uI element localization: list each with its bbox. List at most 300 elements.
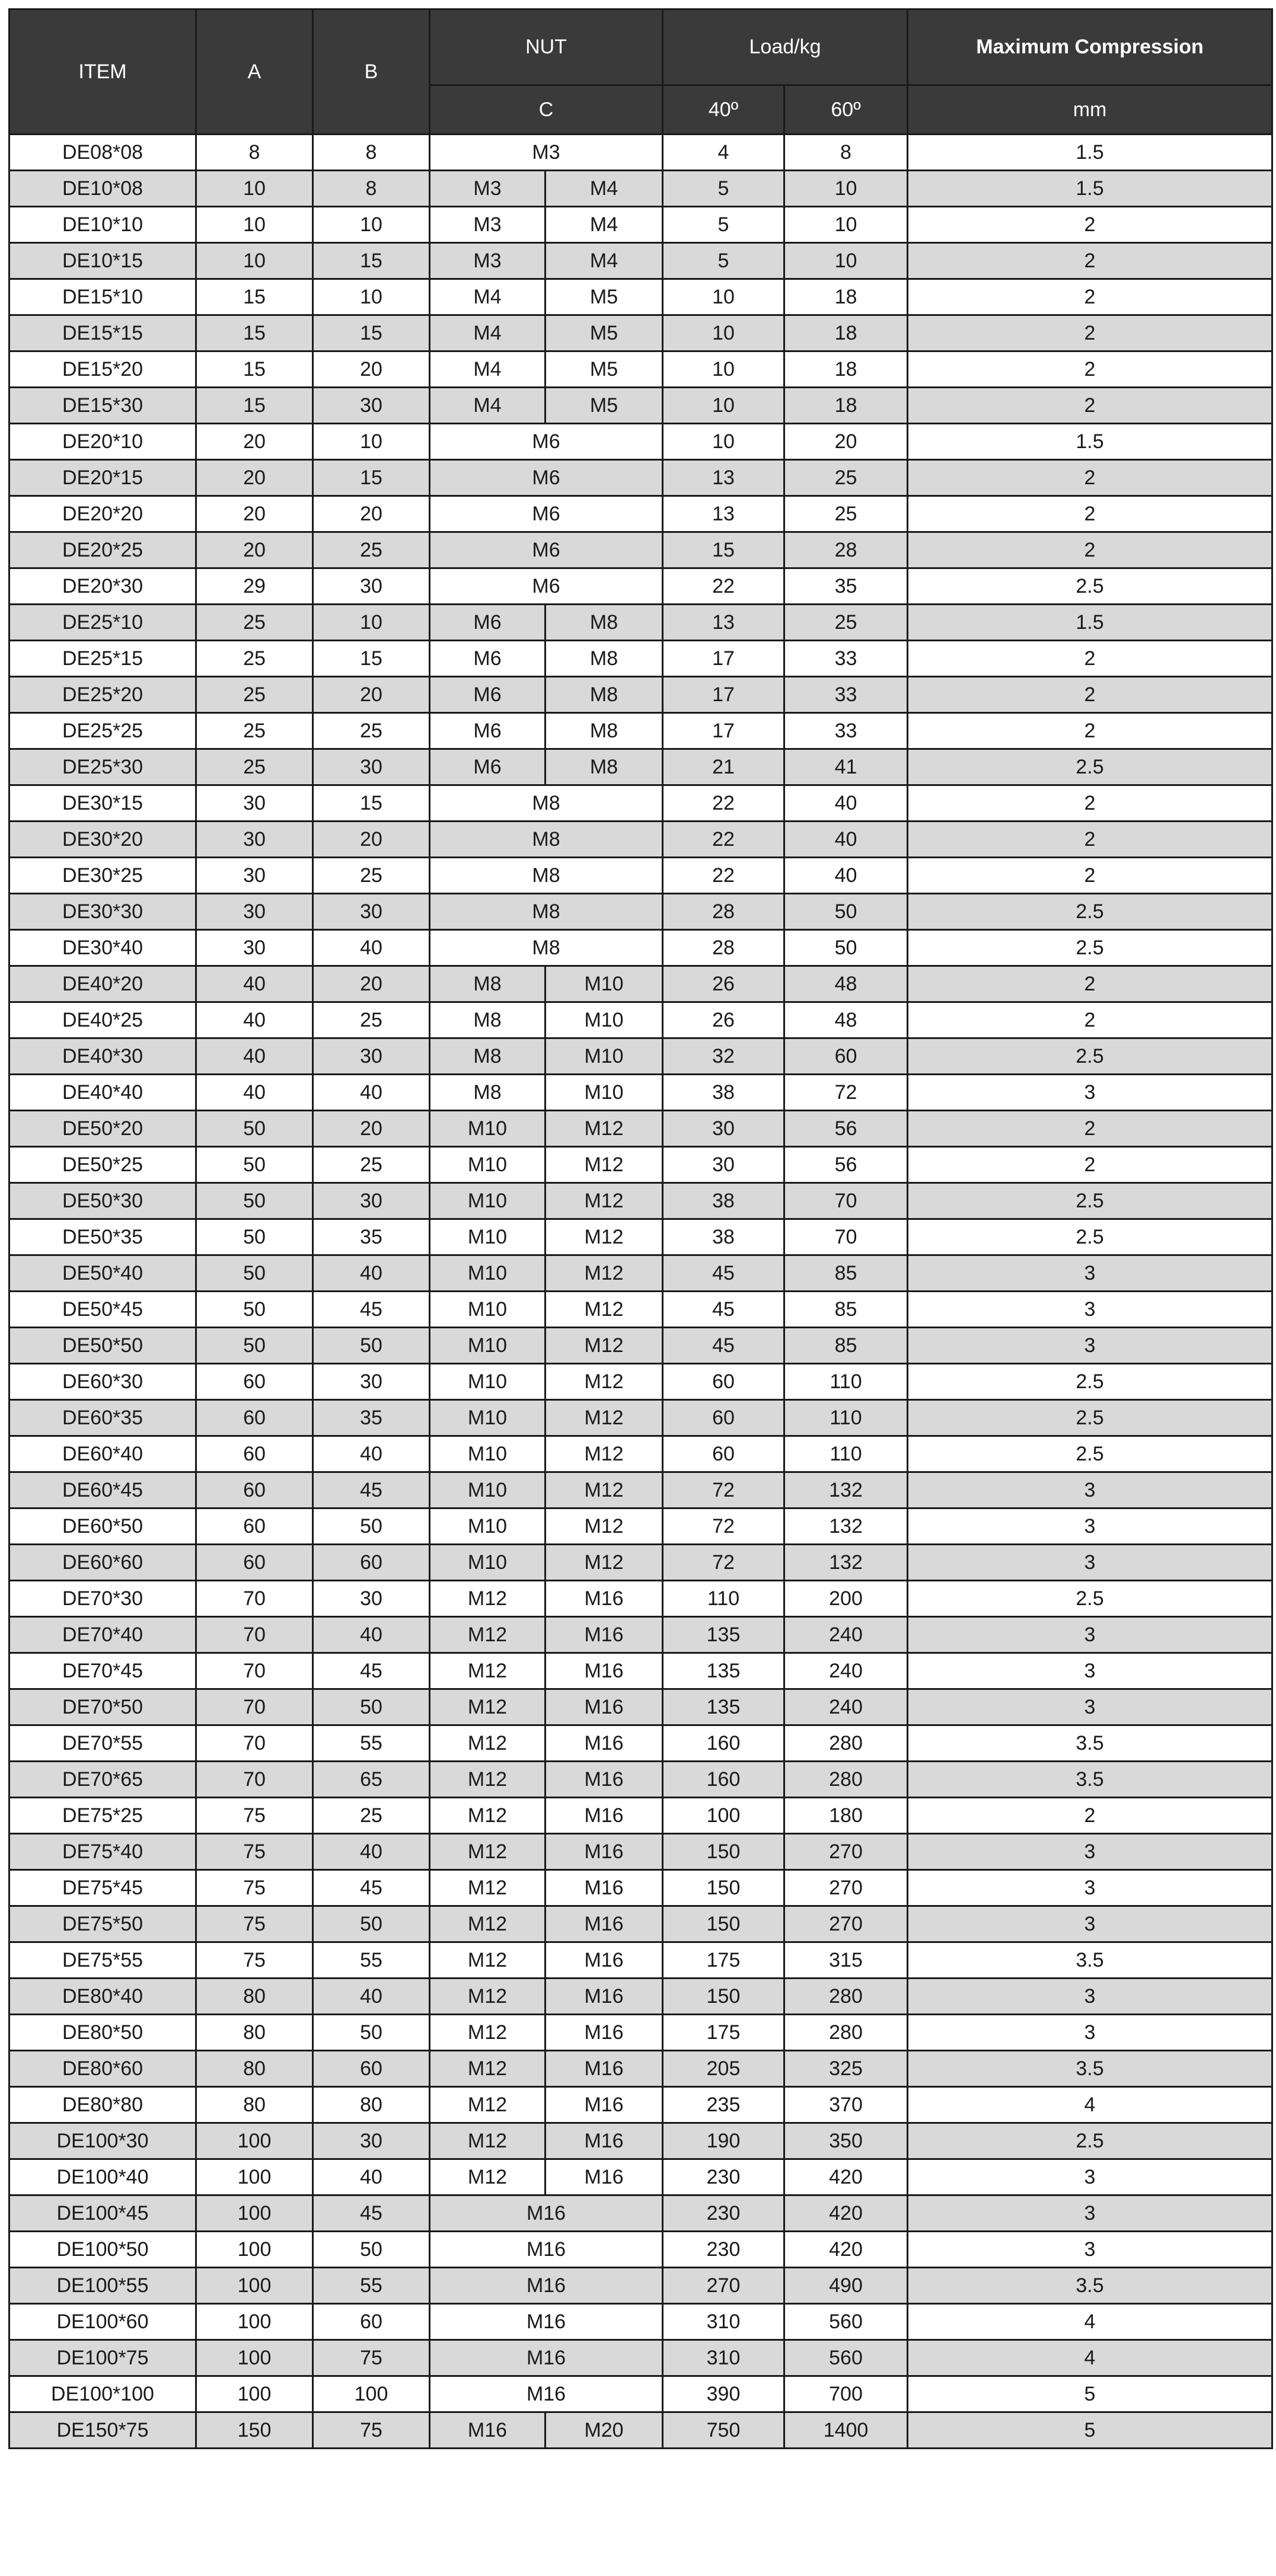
cell-load-40: 390 xyxy=(663,2376,784,2412)
cell-a: 100 xyxy=(196,2123,313,2159)
cell-nut-1: M10 xyxy=(430,1147,546,1183)
table-row xyxy=(9,1689,1272,1725)
table-row xyxy=(9,1979,1272,2015)
cell-a: 80 xyxy=(196,1979,313,2015)
cell-load-40: 10 xyxy=(663,424,784,460)
table-row xyxy=(9,2304,1272,2340)
cell-a: 25 xyxy=(196,749,313,785)
cell-nut-1: M12 xyxy=(430,1870,546,1906)
cell-max-compression: 3 xyxy=(908,1834,1272,1870)
cell-max-compression: 3 xyxy=(908,2159,1272,2195)
cell-item: DE60*35 xyxy=(9,1400,196,1436)
cell-a: 10 xyxy=(196,243,313,279)
cell-a: 50 xyxy=(196,1147,313,1183)
cell-a: 40 xyxy=(196,1002,313,1038)
cell-item: DE75*50 xyxy=(9,1906,196,1942)
cell-b: 30 xyxy=(313,568,430,605)
cell-a: 50 xyxy=(196,1219,313,1255)
cell-nut-2: M16 xyxy=(546,1762,663,1798)
cell-item: DE70*45 xyxy=(9,1653,196,1689)
table-row xyxy=(9,2015,1272,2051)
cell-max-compression: 1.5 xyxy=(908,605,1272,641)
cell-load-60: 270 xyxy=(784,1870,908,1906)
cell-max-compression: 3 xyxy=(908,1508,1272,1545)
cell-nut-1: M10 xyxy=(430,1436,546,1472)
cell-nut-1: M10 xyxy=(430,1400,546,1436)
cell-max-compression: 3 xyxy=(908,1328,1272,1364)
cell-nut-1: M12 xyxy=(430,1834,546,1870)
table-row xyxy=(9,1328,1272,1364)
cell-a: 60 xyxy=(196,1436,313,1472)
cell-b: 20 xyxy=(313,351,430,388)
cell-nut-2: M16 xyxy=(546,1581,663,1617)
cell-item: DE100*60 xyxy=(9,2304,196,2340)
cell-nut-1: M12 xyxy=(430,2159,546,2195)
cell-b: 30 xyxy=(313,388,430,424)
cell-b: 20 xyxy=(313,966,430,1002)
table-row xyxy=(9,388,1272,424)
cell-nut-2: M12 xyxy=(546,1255,663,1292)
cell-load-40: 100 xyxy=(663,1798,784,1834)
cell-max-compression: 2 xyxy=(908,1002,1272,1038)
cell-item: DE100*55 xyxy=(9,2268,196,2304)
cell-nut-1: M16 xyxy=(430,2195,663,2232)
cell-max-compression: 3 xyxy=(908,1906,1272,1942)
header-angle-60: 60º xyxy=(784,85,908,135)
cell-nut-1: M4 xyxy=(430,315,546,351)
cell-max-compression: 4 xyxy=(908,2304,1272,2340)
cell-a: 25 xyxy=(196,605,313,641)
table-row xyxy=(9,749,1272,785)
cell-load-60: 420 xyxy=(784,2195,908,2232)
cell-a: 70 xyxy=(196,1617,313,1653)
cell-item: DE30*30 xyxy=(9,894,196,930)
cell-b: 35 xyxy=(313,1219,430,1255)
cell-nut-1: M12 xyxy=(430,1979,546,2015)
cell-load-60: 33 xyxy=(784,677,908,713)
cell-load-60: 240 xyxy=(784,1653,908,1689)
cell-b: 40 xyxy=(313,1834,430,1870)
table-row xyxy=(9,1762,1272,1798)
cell-b: 45 xyxy=(313,2195,430,2232)
cell-item: DE70*50 xyxy=(9,1689,196,1725)
cell-a: 30 xyxy=(196,894,313,930)
cell-max-compression: 3 xyxy=(908,1689,1272,1725)
cell-item: DE60*60 xyxy=(9,1545,196,1581)
cell-nut-2: M4 xyxy=(546,243,663,279)
cell-a: 100 xyxy=(196,2195,313,2232)
table-row xyxy=(9,1508,1272,1545)
cell-max-compression: 2.5 xyxy=(908,1183,1272,1219)
cell-nut-2: M5 xyxy=(546,351,663,388)
cell-load-60: 56 xyxy=(784,1147,908,1183)
cell-nut-2: M16 xyxy=(546,2015,663,2051)
cell-item: DE25*25 xyxy=(9,713,196,749)
cell-load-60: 280 xyxy=(784,1725,908,1762)
cell-nut-1: M12 xyxy=(430,2015,546,2051)
cell-b: 10 xyxy=(313,605,430,641)
cell-max-compression: 4 xyxy=(908,2087,1272,2123)
cell-load-40: 235 xyxy=(663,2087,784,2123)
cell-max-compression: 5 xyxy=(908,2412,1272,2449)
cell-load-60: 270 xyxy=(784,1906,908,1942)
cell-load-40: 22 xyxy=(663,822,784,858)
cell-item: DE75*45 xyxy=(9,1870,196,1906)
table-row xyxy=(9,460,1272,496)
cell-nut-1: M3 xyxy=(430,171,546,207)
cell-load-40: 60 xyxy=(663,1400,784,1436)
table-row xyxy=(9,822,1272,858)
cell-a: 80 xyxy=(196,2051,313,2087)
cell-load-60: 72 xyxy=(784,1075,908,1111)
table-row xyxy=(9,1219,1272,1255)
cell-max-compression: 3.5 xyxy=(908,2268,1272,2304)
cell-max-compression: 2 xyxy=(908,1111,1272,1147)
cell-a: 29 xyxy=(196,568,313,605)
cell-load-40: 230 xyxy=(663,2195,784,2232)
cell-load-40: 190 xyxy=(663,2123,784,2159)
cell-b: 25 xyxy=(313,858,430,894)
cell-b: 25 xyxy=(313,1798,430,1834)
cell-nut-1: M10 xyxy=(430,1545,546,1581)
cell-nut-1: M16 xyxy=(430,2304,663,2340)
cell-item: DE25*20 xyxy=(9,677,196,713)
cell-max-compression: 1.5 xyxy=(908,171,1272,207)
cell-b: 55 xyxy=(313,1942,430,1979)
cell-load-60: 48 xyxy=(784,966,908,1002)
cell-nut-2: M16 xyxy=(546,1979,663,2015)
cell-nut-1: M12 xyxy=(430,1725,546,1762)
cell-load-40: 32 xyxy=(663,1038,784,1075)
cell-load-60: 70 xyxy=(784,1219,908,1255)
cell-nut-2: M16 xyxy=(546,2159,663,2195)
cell-nut-1: M10 xyxy=(430,1111,546,1147)
cell-max-compression: 2 xyxy=(908,1147,1272,1183)
cell-load-40: 135 xyxy=(663,1689,784,1725)
cell-item: DE20*10 xyxy=(9,424,196,460)
header-max-compression: Maximum Compression xyxy=(908,9,1272,85)
cell-load-60: 490 xyxy=(784,2268,908,2304)
cell-nut-2: M12 xyxy=(546,1545,663,1581)
table-row xyxy=(9,2376,1272,2412)
cell-load-60: 110 xyxy=(784,1400,908,1436)
cell-nut-1: M12 xyxy=(430,1942,546,1979)
cell-load-40: 13 xyxy=(663,496,784,532)
cell-load-40: 150 xyxy=(663,1979,784,2015)
table-row xyxy=(9,605,1272,641)
cell-max-compression: 2 xyxy=(908,243,1272,279)
cell-b: 50 xyxy=(313,2232,430,2268)
cell-b: 55 xyxy=(313,1725,430,1762)
cell-max-compression: 2 xyxy=(908,641,1272,677)
cell-max-compression: 2.5 xyxy=(908,894,1272,930)
cell-load-60: 50 xyxy=(784,894,908,930)
cell-nut-1: M10 xyxy=(430,1328,546,1364)
cell-nut-1: M4 xyxy=(430,351,546,388)
cell-load-60: 56 xyxy=(784,1111,908,1147)
cell-max-compression: 2 xyxy=(908,966,1272,1002)
cell-nut-2: M8 xyxy=(546,749,663,785)
cell-a: 10 xyxy=(196,171,313,207)
table-row xyxy=(9,1834,1272,1870)
cell-b: 40 xyxy=(313,2159,430,2195)
cell-max-compression: 3 xyxy=(908,2232,1272,2268)
cell-nut-1: M8 xyxy=(430,894,663,930)
table-row xyxy=(9,496,1272,532)
cell-nut-1: M16 xyxy=(430,2376,663,2412)
cell-item: DE100*45 xyxy=(9,2195,196,2232)
cell-item: DE100*100 xyxy=(9,2376,196,2412)
cell-nut-2: M12 xyxy=(546,1400,663,1436)
cell-b: 60 xyxy=(313,1545,430,1581)
cell-max-compression: 3 xyxy=(908,1979,1272,2015)
cell-b: 25 xyxy=(313,532,430,568)
cell-a: 8 xyxy=(196,135,313,171)
cell-load-60: 280 xyxy=(784,1762,908,1798)
cell-load-60: 28 xyxy=(784,532,908,568)
cell-item: DE100*30 xyxy=(9,2123,196,2159)
table-row xyxy=(9,207,1272,243)
cell-item: DE70*65 xyxy=(9,1762,196,1798)
table-row xyxy=(9,1653,1272,1689)
cell-item: DE08*08 xyxy=(9,135,196,171)
cell-b: 30 xyxy=(313,1183,430,1219)
cell-item: DE80*50 xyxy=(9,2015,196,2051)
cell-item: DE20*30 xyxy=(9,568,196,605)
cell-a: 20 xyxy=(196,532,313,568)
cell-max-compression: 3.5 xyxy=(908,2051,1272,2087)
cell-item: DE60*30 xyxy=(9,1364,196,1400)
cell-nut-1: M6 xyxy=(430,424,663,460)
cell-a: 25 xyxy=(196,713,313,749)
cell-nut-2: M16 xyxy=(546,1942,663,1979)
cell-b: 80 xyxy=(313,2087,430,2123)
cell-load-40: 26 xyxy=(663,1002,784,1038)
cell-max-compression: 3.5 xyxy=(908,1762,1272,1798)
table-row xyxy=(9,279,1272,315)
table-row xyxy=(9,858,1272,894)
cell-nut-2: M16 xyxy=(546,1906,663,1942)
table-row xyxy=(9,568,1272,605)
cell-b: 15 xyxy=(313,243,430,279)
header-load: Load/kg xyxy=(663,9,908,85)
table-row xyxy=(9,1002,1272,1038)
cell-a: 30 xyxy=(196,822,313,858)
table-row xyxy=(9,1906,1272,1942)
cell-max-compression: 2.5 xyxy=(908,930,1272,966)
cell-nut-2: M12 xyxy=(546,1111,663,1147)
cell-load-60: 270 xyxy=(784,1834,908,1870)
cell-a: 50 xyxy=(196,1328,313,1364)
cell-nut-1: M6 xyxy=(430,641,546,677)
cell-b: 50 xyxy=(313,1689,430,1725)
cell-load-60: 10 xyxy=(784,207,908,243)
cell-max-compression: 3 xyxy=(908,1653,1272,1689)
cell-nut-2: M10 xyxy=(546,1002,663,1038)
cell-item: DE30*25 xyxy=(9,858,196,894)
cell-item: DE70*40 xyxy=(9,1617,196,1653)
header-angle-40: 40º xyxy=(663,85,784,135)
cell-nut-1: M10 xyxy=(430,1364,546,1400)
cell-a: 25 xyxy=(196,677,313,713)
cell-max-compression: 5 xyxy=(908,2376,1272,2412)
cell-a: 50 xyxy=(196,1292,313,1328)
cell-item: DE20*15 xyxy=(9,460,196,496)
cell-load-60: 10 xyxy=(784,171,908,207)
cell-load-40: 135 xyxy=(663,1653,784,1689)
cell-b: 10 xyxy=(313,279,430,315)
cell-item: DE15*10 xyxy=(9,279,196,315)
cell-a: 60 xyxy=(196,1545,313,1581)
cell-load-40: 45 xyxy=(663,1292,784,1328)
cell-nut-1: M12 xyxy=(430,2123,546,2159)
cell-load-40: 38 xyxy=(663,1219,784,1255)
cell-load-40: 175 xyxy=(663,2015,784,2051)
cell-nut-1: M10 xyxy=(430,1472,546,1508)
cell-item: DE15*30 xyxy=(9,388,196,424)
cell-b: 30 xyxy=(313,1581,430,1617)
cell-load-40: 72 xyxy=(663,1472,784,1508)
cell-nut-2: M12 xyxy=(546,1292,663,1328)
cell-item: DE70*30 xyxy=(9,1581,196,1617)
cell-item: DE15*15 xyxy=(9,315,196,351)
cell-b: 20 xyxy=(313,1111,430,1147)
table-row xyxy=(9,1255,1272,1292)
cell-item: DE50*20 xyxy=(9,1111,196,1147)
cell-nut-2: M16 xyxy=(546,1689,663,1725)
cell-load-40: 28 xyxy=(663,930,784,966)
cell-load-40: 15 xyxy=(663,532,784,568)
cell-b: 10 xyxy=(313,207,430,243)
cell-nut-1: M6 xyxy=(430,713,546,749)
cell-item: DE20*20 xyxy=(9,496,196,532)
cell-load-40: 10 xyxy=(663,388,784,424)
cell-max-compression: 2 xyxy=(908,532,1272,568)
cell-nut-1: M10 xyxy=(430,1508,546,1545)
cell-nut-1: M16 xyxy=(430,2412,546,2449)
cell-nut-1: M10 xyxy=(430,1292,546,1328)
cell-max-compression: 3 xyxy=(908,1075,1272,1111)
cell-a: 60 xyxy=(196,1364,313,1400)
cell-load-60: 132 xyxy=(784,1508,908,1545)
cell-a: 100 xyxy=(196,2268,313,2304)
cell-load-40: 5 xyxy=(663,243,784,279)
table-row xyxy=(9,1292,1272,1328)
cell-load-60: 350 xyxy=(784,2123,908,2159)
cell-load-60: 8 xyxy=(784,135,908,171)
cell-item: DE30*40 xyxy=(9,930,196,966)
cell-a: 50 xyxy=(196,1111,313,1147)
cell-max-compression: 2 xyxy=(908,1798,1272,1834)
cell-load-60: 35 xyxy=(784,568,908,605)
cell-nut-1: M12 xyxy=(430,1798,546,1834)
header-a: A xyxy=(196,9,313,135)
cell-max-compression: 2 xyxy=(908,315,1272,351)
cell-load-60: 1400 xyxy=(784,2412,908,2449)
table-row xyxy=(9,1545,1272,1581)
cell-nut-1: M6 xyxy=(430,496,663,532)
table-row xyxy=(9,1725,1272,1762)
cell-a: 80 xyxy=(196,2087,313,2123)
table-body xyxy=(9,135,1272,2449)
cell-nut-2: M8 xyxy=(546,713,663,749)
cell-load-40: 110 xyxy=(663,1581,784,1617)
cell-max-compression: 2 xyxy=(908,351,1272,388)
cell-load-60: 33 xyxy=(784,641,908,677)
cell-item: DE50*45 xyxy=(9,1292,196,1328)
cell-nut-1: M8 xyxy=(430,966,546,1002)
cell-nut-1: M8 xyxy=(430,858,663,894)
cell-nut-1: M4 xyxy=(430,279,546,315)
cell-max-compression: 2.5 xyxy=(908,749,1272,785)
cell-nut-2: M20 xyxy=(546,2412,663,2449)
cell-nut-1: M4 xyxy=(430,388,546,424)
cell-item: DE80*60 xyxy=(9,2051,196,2087)
cell-b: 8 xyxy=(313,135,430,171)
cell-item: DE150*75 xyxy=(9,2412,196,2449)
table-row xyxy=(9,966,1272,1002)
cell-load-60: 370 xyxy=(784,2087,908,2123)
cell-b: 30 xyxy=(313,2123,430,2159)
cell-nut-2: M12 xyxy=(546,1183,663,1219)
cell-a: 15 xyxy=(196,279,313,315)
cell-b: 50 xyxy=(313,1508,430,1545)
cell-max-compression: 2 xyxy=(908,279,1272,315)
spec-table xyxy=(8,8,1273,2449)
cell-b: 40 xyxy=(313,1436,430,1472)
cell-load-60: 560 xyxy=(784,2340,908,2376)
table-row xyxy=(9,532,1272,568)
cell-load-60: 560 xyxy=(784,2304,908,2340)
cell-load-60: 200 xyxy=(784,1581,908,1617)
cell-item: DE70*55 xyxy=(9,1725,196,1762)
cell-load-40: 135 xyxy=(663,1617,784,1653)
cell-a: 20 xyxy=(196,496,313,532)
cell-load-40: 45 xyxy=(663,1328,784,1364)
cell-load-40: 72 xyxy=(663,1545,784,1581)
cell-b: 35 xyxy=(313,1400,430,1436)
cell-item: DE15*20 xyxy=(9,351,196,388)
cell-max-compression: 2 xyxy=(908,388,1272,424)
cell-load-40: 10 xyxy=(663,315,784,351)
cell-nut-2: M8 xyxy=(546,641,663,677)
cell-a: 60 xyxy=(196,1508,313,1545)
cell-a: 100 xyxy=(196,2340,313,2376)
cell-load-60: 85 xyxy=(784,1292,908,1328)
cell-load-40: 22 xyxy=(663,858,784,894)
cell-a: 30 xyxy=(196,785,313,822)
cell-load-60: 85 xyxy=(784,1255,908,1292)
cell-load-40: 175 xyxy=(663,1942,784,1979)
cell-max-compression: 3 xyxy=(908,2195,1272,2232)
cell-b: 10 xyxy=(313,424,430,460)
table-row xyxy=(9,2159,1272,2195)
cell-item: DE80*40 xyxy=(9,1979,196,2015)
cell-max-compression: 2.5 xyxy=(908,1581,1272,1617)
cell-max-compression: 4 xyxy=(908,2340,1272,2376)
cell-load-60: 48 xyxy=(784,1002,908,1038)
cell-item: DE75*40 xyxy=(9,1834,196,1870)
table-row xyxy=(9,641,1272,677)
cell-a: 75 xyxy=(196,1870,313,1906)
cell-nut-1: M12 xyxy=(430,2087,546,2123)
header-unit-mm: mm xyxy=(908,85,1272,135)
cell-a: 40 xyxy=(196,1075,313,1111)
cell-b: 60 xyxy=(313,2304,430,2340)
cell-a: 40 xyxy=(196,966,313,1002)
cell-nut-1: M12 xyxy=(430,2051,546,2087)
cell-b: 8 xyxy=(313,171,430,207)
